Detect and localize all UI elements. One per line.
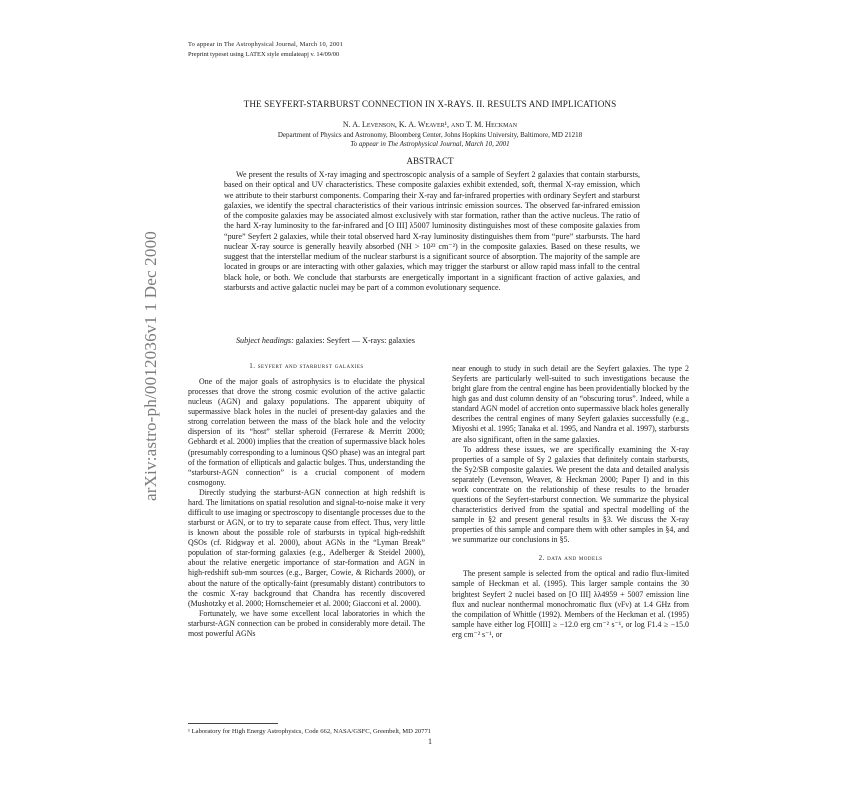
preprint-note: Preprint typeset using LATEX style emulateapj v. 14/09/00	[188, 51, 340, 58]
abstract-text: We present the results of X-ray imaging and spectroscopic analysis of a sample of Seyfert 2 galaxies that contain starbursts, based on their optical and UV characteristics. These composite galaxies exhibit extended, soft, thermal X-ray emission, which we attribute to their starburst components. Comparing their X-ray and far-infrared properties with ordinary Seyfert and starburst galaxies, we identify the spectral characteristics of their various intrinsic emission sources. The observed far-infrared emission of the composite galaxies may be associated almost exclusively with star formation, rather than the active nucleus. The ratio of the hard X-ray luminosity to the far-infrared and [O III] λ5007 luminosity distinguishes most of these composite galaxies from “pure” Seyfert 2 galaxies, while their total observed hard X-ray luminosity distinguishes them from “pure” starbursts. The hard nuclear X-ray source is generally heavily absorbed (NH > 10²³ cm⁻²) in the composite galaxies. Based on these results, we suggest that the interstellar medium of the nuclear starburst is a significant source of absorption. The majority of the sample are located in groups or are interacting with other galaxies, which may trigger the starburst or allow rapid mass infall to the central black hole, or both. We conclude that starbursts are energetically important in a significant fraction of active galaxies, and starbursts and active galactic nuclei may be part of a common evolutionary sequence.	[224, 170, 640, 292]
paper-title: THE SEYFERT-STARBURST CONNECTION IN X-RAYS. II. RESULTS AND IMPLICATIONS	[243, 99, 617, 109]
subject-headings	[224, 336, 640, 346]
left-column	[188, 362, 425, 639]
abstract-heading: ABSTRACT	[406, 156, 454, 166]
paragraph: near enough to study in such detail are the Seyfert galaxies. The type 2 Seyferts are particularly well-suited to such investigations because the bright glare from the central engine has been providentially blocked by the high gas and dust column density of an “obscuring torus”. Indeed, while a standard AGN model of accretion onto supermassive black holes generally describes the central engines of many Seyfert galaxies successfully (e.g., Miyoshi et al. 1995; Tanaka et al. 1995, and Nandra et al. 1997), starbursts are also significant, often in the same galaxies.	[452, 364, 689, 444]
page-number: 1	[428, 737, 432, 746]
footnote-rule	[188, 723, 278, 724]
subject-headings-text: galaxies: Seyfert — X-rays: galaxies	[293, 336, 415, 345]
paragraph: Fortunately, we have some excellent local laboratories in which the starburst-AGN connection can be probed in considerably more detail. The most powerful AGNs	[188, 608, 425, 638]
affiliation: Department of Physics and Astronomy, Bloomberg Center, Johns Hopkins University, Baltimore, MD 21218	[277, 131, 583, 139]
running-header: To appear in The Astrophysical Journal, March 10, 2001	[188, 41, 344, 48]
paragraph: Directly studying the starburst-AGN connection at high redshift is hard. The limitations on spatial resolution and signal-to-noise make it very difficult to use imaging or spectroscopy to disentangle processes due to the starburst or AGN, or to try to separate cause from effect. Thus, very little is known about the possible role of starbursts in typical high-redshift QSOs (cf. Ridgway et al. 2000), about AGNs in the “Lyman Break” population of star-forming galaxies (e.g., Adelberger & Steidel 2000), about the relative energetic importance of star-formation and AGN in high-redshift sub-mm sources (e.g., Barger, Cowie, & Richards 2000), or about the nature of the optically-faint (presumably distant) contributors to the cosmic X-ray background that Chandra has recently discovered (Mushotzky et al. 2000; Hornschemeier et al. 2000; Giacconi et al. 2000).	[188, 487, 425, 608]
arxiv-identifier: arXiv:astro-ph/0012036v1 1 Dec 2000	[141, 231, 160, 501]
right-column	[452, 364, 689, 640]
paragraph: One of the major goals of astrophysics is to elucidate the physical processes that drove the strong cosmic evolution of the active galactic nucleus (AGN) and galaxy populations. The apparent ubiquity of supermassive black holes in the nuclei of present-day galaxies and the strong correlation between the mass of the black hole and the velocity dispersion of its “host” stellar spheroid (Ferrarese & Merritt 2000; Gebhardt et al. 2000) implies that the creation of supermassive black holes (presumably corresponding to a luminous QSO phase) was an integral part of the formation of ellipticals and galactic bulges. Thus, understanding the “starburst-AGN connection” is a crucial component of modern cosmogony.	[188, 377, 425, 487]
publication-note: To appear in The Astrophysical Journal, March 10, 2001	[350, 140, 510, 148]
subject-headings-label: Subject headings:	[236, 336, 294, 345]
section-2-heading: 2. data and models	[538, 554, 603, 563]
section-1-heading: 1. seyfert and starburst galaxies	[249, 362, 364, 370]
paragraph: The present sample is selected from the optical and radio flux-limited sample of Heckman et al. (1995). This larger sample contains the 30 brightest Seyfert 2 nuclei based on [O III] λλ4959 + 5007 emission line flux and nuclear nonthermal monochromatic flux (νFν) at 1.4 GHz from the compilation of Whittle (1992). Members of the Heckman et al. (1995) sample have either log F[OIII] ≥ −12.0 erg cm⁻² s⁻¹, or log F1.4 ≥ −15.0 erg cm⁻² s⁻¹, or	[452, 569, 689, 639]
footnote: ¹ Laboratory for High Energy Astrophysics, Code 662, NASA/GSFC, Greenbelt, MD 20771	[188, 728, 432, 735]
author-list: N. A. Levenson, K. A. Weaver¹, and T. M. Heckman	[342, 120, 518, 129]
paragraph: To address these issues, we are specifically examining the X-ray properties of a sample of Sy 2 galaxies that definitely contain starbursts, the Sy2/SB composite galaxies. We present the data and detailed analysis separately (Levenson, Weaver, & Heckman 2000; Paper I) and in this work concentrate on the relationship of these results to the broader questions of the Seyfert-starburst connection. We summarize the physical characteristics derived from the spatial and spectral modelling of the sample in §2 and present general results in §3. We discuss the X-ray properties of this sample and compare them with other samples in §4, and we summarize our conclusions in §5.	[452, 444, 689, 545]
